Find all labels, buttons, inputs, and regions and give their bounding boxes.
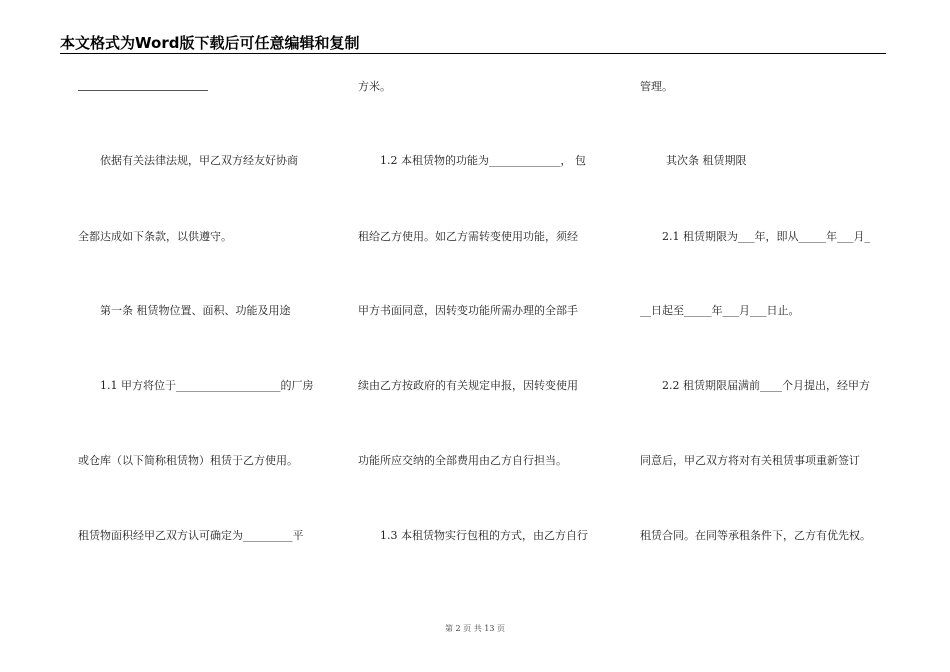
paragraph-line: 依据有关法律法规，甲乙双方经友好协商 xyxy=(100,154,298,167)
blank-fill-line xyxy=(78,90,208,91)
text-column-3 xyxy=(640,0,890,620)
page-number-footer: 第 2 页 共 13 页 xyxy=(445,624,505,633)
paragraph-line: 甲方书面同意，因转变功能所需办理的全部手 xyxy=(358,304,578,317)
section-heading: 其次条 租赁期限 xyxy=(666,154,747,167)
text-column-1 xyxy=(78,0,328,620)
paragraph-line: 1.2 本租赁物的功能为_____________， 包 xyxy=(380,154,586,167)
paragraph-line: 功能所应交纳的全部费用由乙方自行担当。 xyxy=(358,454,567,467)
paragraph-line: 租赁合同。在同等承租条件下，乙方有优先权。 xyxy=(640,529,871,542)
paragraph-line: 同意后，甲乙双方将对有关租赁事项重新签订 xyxy=(640,454,860,467)
paragraph-line: 或仓库（以下简称租赁物）租赁于乙方使用。 xyxy=(78,454,298,467)
section-heading: 第一条 租赁物位置、面积、功能及用途 xyxy=(100,304,291,317)
paragraph-line: 1.1 甲方将位于___________________的厂房 xyxy=(100,379,314,392)
paragraph-line: 方米。 xyxy=(358,80,391,93)
text-column-2 xyxy=(358,0,608,620)
paragraph-line: 1.3 本租赁物实行包租的方式，由乙方自行 xyxy=(380,529,588,542)
paragraph-line: __日起至_____年___月___日止。 xyxy=(640,304,800,317)
paragraph-line: 租赁物面积经甲乙双方认可确定为_________平 xyxy=(78,529,304,542)
paragraph-line: 管理。 xyxy=(640,80,673,93)
paragraph-line: 租给乙方使用。如乙方需转变使用功能，须经 xyxy=(358,230,578,243)
paragraph-line: 2.2 租赁期限届满前____个月提出，经甲方 xyxy=(662,379,870,392)
paragraph-line: 续由乙方按政府的有关规定申报，因转变使用 xyxy=(358,379,578,392)
paragraph-line: 2.1 租赁期限为___年，即从_____年___月_ xyxy=(662,230,870,243)
paragraph-line: 全都达成如下条款，以供遵守。 xyxy=(78,230,232,243)
document-header-title: 本文格式为Word版下载后可任意编辑和复制 xyxy=(60,34,360,52)
